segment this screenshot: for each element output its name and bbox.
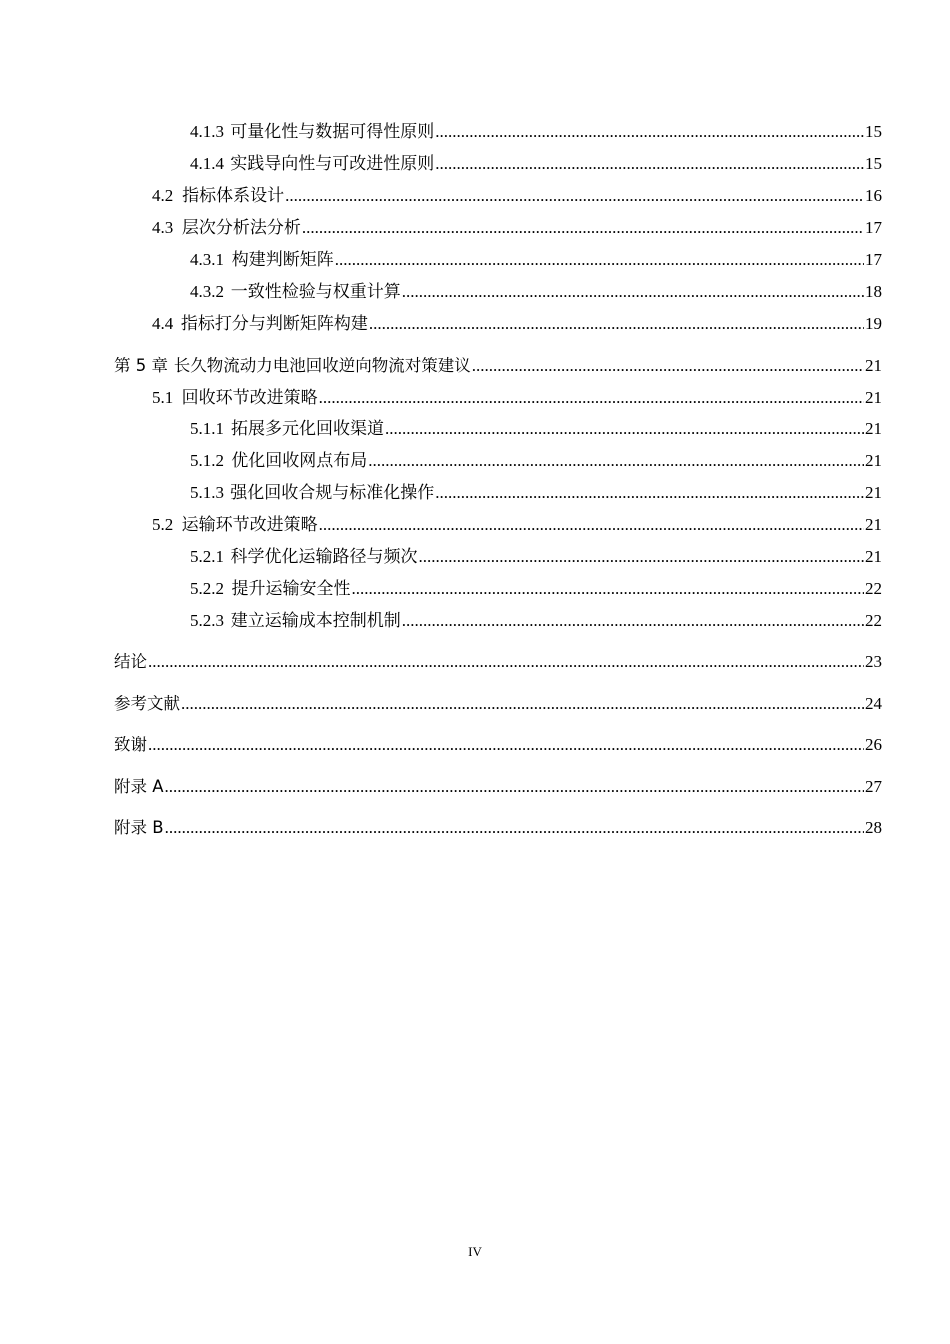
toc-entry-page: 18	[865, 282, 882, 301]
toc-entry-page: 21	[865, 483, 882, 502]
toc-entry-page: 21	[865, 419, 882, 438]
toc-entry-page: 28	[865, 818, 882, 837]
toc-entry-title: 附录 A	[114, 777, 164, 796]
dot-leader	[319, 387, 864, 409]
toc-entry[interactable]	[0, 576, 950, 600]
toc-entry[interactable]	[0, 544, 950, 568]
toc-entry-title: 提升运输安全性	[231, 579, 351, 598]
dot-leader	[369, 313, 864, 335]
dot-leader	[385, 418, 864, 440]
toc-entry-number: 4.3	[152, 218, 174, 237]
dot-leader	[435, 153, 864, 175]
toc-entry[interactable]	[0, 119, 950, 143]
toc-entry-page: 16	[865, 186, 882, 205]
toc-entry-page: 27	[865, 777, 882, 796]
toc-entry[interactable]	[0, 215, 950, 239]
toc-entry-page: 22	[865, 611, 882, 630]
toc-entry-title: 致谢	[114, 735, 147, 754]
toc-entry-page: 15	[865, 122, 882, 141]
dot-leader	[368, 450, 864, 472]
dot-leader	[319, 514, 864, 536]
toc-entry[interactable]	[0, 608, 950, 632]
toc-entry-appendix-a[interactable]	[0, 774, 950, 798]
toc-entry-title: 强化回收合规与标准化操作	[230, 483, 435, 502]
toc-entry-references[interactable]	[0, 691, 950, 715]
dot-leader	[181, 693, 864, 715]
toc-entry-title: 层次分析法分析	[181, 218, 301, 237]
dot-leader	[351, 578, 864, 600]
toc-entry-acknowledgements[interactable]	[0, 732, 950, 756]
toc-entry[interactable]	[0, 416, 950, 440]
toc-entry-title: 结论	[114, 652, 147, 671]
toc-entry-number: 5.1.1	[190, 419, 224, 438]
toc-entry-page: 22	[865, 579, 882, 598]
toc-entry-page: 23	[865, 652, 882, 671]
toc-entry[interactable]	[0, 448, 950, 472]
toc-entry-title: 一致性检验与权重计算	[230, 282, 401, 301]
toc-entry-number: 5.2.2	[190, 579, 224, 598]
dot-leader	[435, 482, 864, 504]
toc-entry-title: 运输环节改进策略	[181, 515, 318, 534]
toc-entry-number: 5.2	[152, 515, 174, 534]
toc-entry[interactable]	[0, 151, 950, 175]
toc-entry-appendix-b[interactable]	[0, 815, 950, 839]
toc-entry-title: 拓展多元化回收渠道	[231, 419, 384, 438]
toc-entry[interactable]	[0, 183, 950, 207]
toc-entry-page: 26	[865, 735, 882, 754]
toc-entry[interactable]	[0, 279, 950, 303]
toc-entry-page: 21	[865, 356, 882, 375]
toc-entry-page: 21	[865, 388, 882, 407]
toc-entry-page: 17	[865, 218, 882, 237]
toc-entry[interactable]	[0, 247, 950, 271]
toc-entry-number: 4.2	[152, 186, 174, 205]
dot-leader	[419, 546, 864, 568]
dot-leader	[148, 734, 864, 756]
dot-leader	[165, 776, 864, 798]
toc-entry-page: 17	[865, 250, 882, 269]
toc-entry-title: 参考文献	[114, 694, 180, 713]
dot-leader	[165, 817, 864, 839]
toc-entry-title: 实践导向性与可改进性原则	[230, 154, 435, 173]
dot-leader	[402, 281, 864, 303]
toc-entry-number: 5.2.3	[190, 611, 224, 630]
toc-entry-number: 4.1.4	[190, 154, 224, 173]
toc-entry-page: 21	[865, 515, 882, 534]
toc-entry-title: 可量化性与数据可得性原则	[230, 122, 435, 141]
toc-entry-number: 5.1	[152, 388, 174, 407]
toc-chapter-entry[interactable]	[0, 353, 950, 377]
toc-entry-title: 回收环节改进策略	[181, 388, 318, 407]
dot-leader	[472, 355, 864, 377]
toc-entry-title: 优化回收网点布局	[231, 451, 368, 470]
dot-leader	[335, 249, 864, 271]
toc-entry-number: 4.3.1	[190, 250, 224, 269]
toc-entry-page: 21	[865, 547, 882, 566]
toc-entry-page: 21	[865, 451, 882, 470]
dot-leader	[435, 121, 864, 143]
toc-entry-page: 24	[865, 694, 882, 713]
toc-entry-title: 构建判断矩阵	[231, 250, 334, 269]
toc-entry-number: 4.3.2	[190, 282, 224, 301]
toc-entry[interactable]	[0, 385, 950, 409]
toc-entry[interactable]	[0, 311, 950, 335]
toc-entry-number: 4.4	[152, 314, 174, 333]
page-footer-number: IV	[468, 1244, 482, 1259]
toc-entry[interactable]	[0, 480, 950, 504]
toc-entry-title: 科学优化运输路径与频次	[230, 547, 418, 566]
toc-entry-page: 19	[865, 314, 882, 333]
toc-entry-page: 15	[865, 154, 882, 173]
toc-entry-number: 5.1.2	[190, 451, 224, 470]
toc-entry-number: 4.1.3	[190, 122, 224, 141]
dot-leader	[402, 610, 864, 632]
dot-leader	[302, 217, 864, 239]
toc-entry[interactable]	[0, 512, 950, 536]
toc-entry-number: 5.1.3	[190, 483, 224, 502]
toc-entry-title: 指标打分与判断矩阵构建	[180, 314, 368, 333]
toc-entry-number: 第 5 章	[114, 356, 168, 375]
toc-entry-number: 5.2.1	[190, 547, 224, 566]
toc-entry-title: 附录 B	[114, 818, 164, 837]
dot-leader	[148, 651, 864, 673]
toc-entry-title: 长久物流动力电池回收逆向物流对策建议	[173, 356, 471, 375]
toc-entry-conclusion[interactable]	[0, 649, 950, 673]
toc-entry-title: 建立运输成本控制机制	[230, 611, 401, 630]
dot-leader	[285, 185, 864, 207]
toc-entry-title: 指标体系设计	[182, 186, 285, 205]
